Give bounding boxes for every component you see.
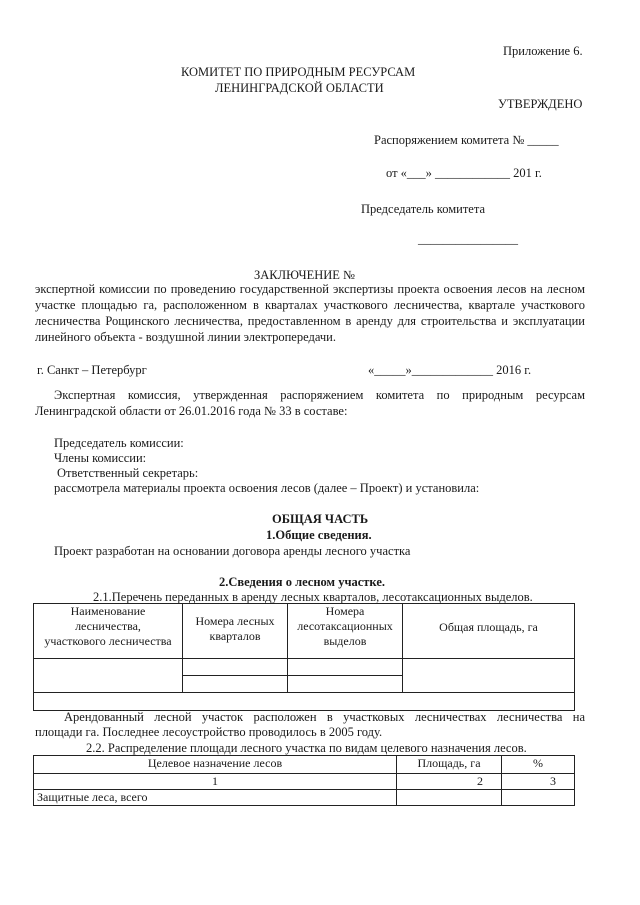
header-text: Номера лесных (195, 614, 275, 628)
header-cell: Площадь, га (397, 756, 502, 774)
city-label: г. Санкт – Петербург (37, 363, 147, 377)
commission-secretary: Ответственный секретарь: (57, 466, 199, 480)
org-name-line1: КОМИТЕТ ПО ПРИРОДНЫМ РЕСУРСАМ (181, 65, 416, 79)
conclusion-line-1: экспертной комиссии по проведению государственной экспертизы проекта освоения лесов на лесном (35, 282, 585, 296)
table-cell (34, 693, 575, 711)
header-text: выделов (323, 634, 367, 648)
header-text: Общая площадь, га (439, 620, 538, 634)
table-cell (183, 659, 288, 676)
appendix-label: Приложение 6. (503, 44, 583, 58)
commission-chairman: Председатель комиссии: (54, 436, 184, 450)
general-title: ОБЩАЯ ЧАСТЬ (272, 512, 369, 526)
header-cell (34, 604, 183, 659)
commission-members: Члены комиссии: (54, 451, 147, 465)
table-cell (403, 659, 575, 693)
header-text: кварталов (209, 629, 261, 643)
order-date-line: от «___» ____________ 201 г. (386, 166, 542, 180)
table-header-row (34, 604, 575, 659)
conclusion-line-3: лесничества Рощинского лесничества, предоставленном в аренду для строительства и эксплуатации (35, 314, 585, 328)
commission-intro-line1: Экспертная комиссия, утвержденная распоряжением комитета по природным ресурсам (54, 388, 585, 402)
table-row (34, 659, 575, 676)
table-cell (183, 676, 288, 693)
header-cell: Целевое назначение лесов (34, 756, 397, 774)
header-text: Номера (325, 604, 365, 618)
header-text: лесотаксационных (297, 619, 393, 633)
approved-label: УТВЕРЖДЕНО (498, 97, 583, 111)
table-cell: 3 (502, 774, 575, 790)
section2-title: 2.Сведения о лесном участке. (219, 575, 385, 589)
header-text: Наименование (70, 604, 146, 618)
table-row (34, 790, 575, 806)
table-cell: 1 (34, 774, 397, 790)
forest-purpose-table (33, 755, 575, 806)
chairman-label: Председатель комитета (361, 202, 485, 216)
table-row (34, 774, 575, 790)
header-text: участкового лесничества (44, 634, 172, 648)
header-cell (288, 604, 403, 659)
conclusion-title: ЗАКЛЮЧЕНИЕ № (254, 268, 355, 282)
signature-line: ________________ (418, 232, 518, 246)
table-cell: Защитные леса, всего (34, 790, 397, 806)
table-cell (288, 676, 403, 693)
table-cell (34, 659, 183, 693)
commission-reviewed: рассмотрела материалы проекта освоения лесов (далее – Проект) и установила: (54, 481, 480, 495)
forest-blocks-table (33, 603, 575, 711)
header-text: лесничества, (75, 619, 141, 633)
lease-para-line1: Арендованный лесной участок расположен в участковых лесничествах лесничества на (64, 710, 585, 724)
org-name-line2: ЛЕНИНГРАДСКОЙ ОБЛАСТИ (215, 81, 384, 95)
table-row (34, 693, 575, 711)
lease-para-line2: площади га. Последнее лесоустройство проводилось в 2005 году. (35, 725, 383, 739)
table-cell (502, 790, 575, 806)
conclusion-line-4: линейного объекта - воздушной линии электропередачи. (35, 330, 336, 344)
header-cell: % (502, 756, 575, 774)
table-header-row (34, 756, 575, 774)
header-cell (403, 604, 575, 659)
general-text: Проект разработан на основании договора аренды лесного участка (54, 544, 411, 558)
section2-2-subtitle: 2.2. Распределение площади лесного участка по видам целевого назначения лесов. (86, 741, 527, 755)
commission-intro-line2: Ленинградской области от 26.01.2016 года № 33 в составе: (35, 404, 348, 418)
table-cell (397, 790, 502, 806)
document-date: «_____»_____________ 2016 г. (368, 363, 532, 377)
section2-1-subtitle: 2.1.Перечень переданных в аренду лесных кварталов, лесотаксационных выделов. (93, 590, 533, 604)
table-cell (288, 659, 403, 676)
conclusion-line-2: участке площадью га, расположенном в кварталах участкового лесничества, квартале участкового (35, 298, 585, 312)
table-cell: 2 (397, 774, 502, 790)
general-subtitle: 1.Общие сведения. (266, 528, 372, 542)
header-cell (183, 604, 288, 659)
order-line: Распоряжением комитета № _____ (374, 133, 559, 147)
